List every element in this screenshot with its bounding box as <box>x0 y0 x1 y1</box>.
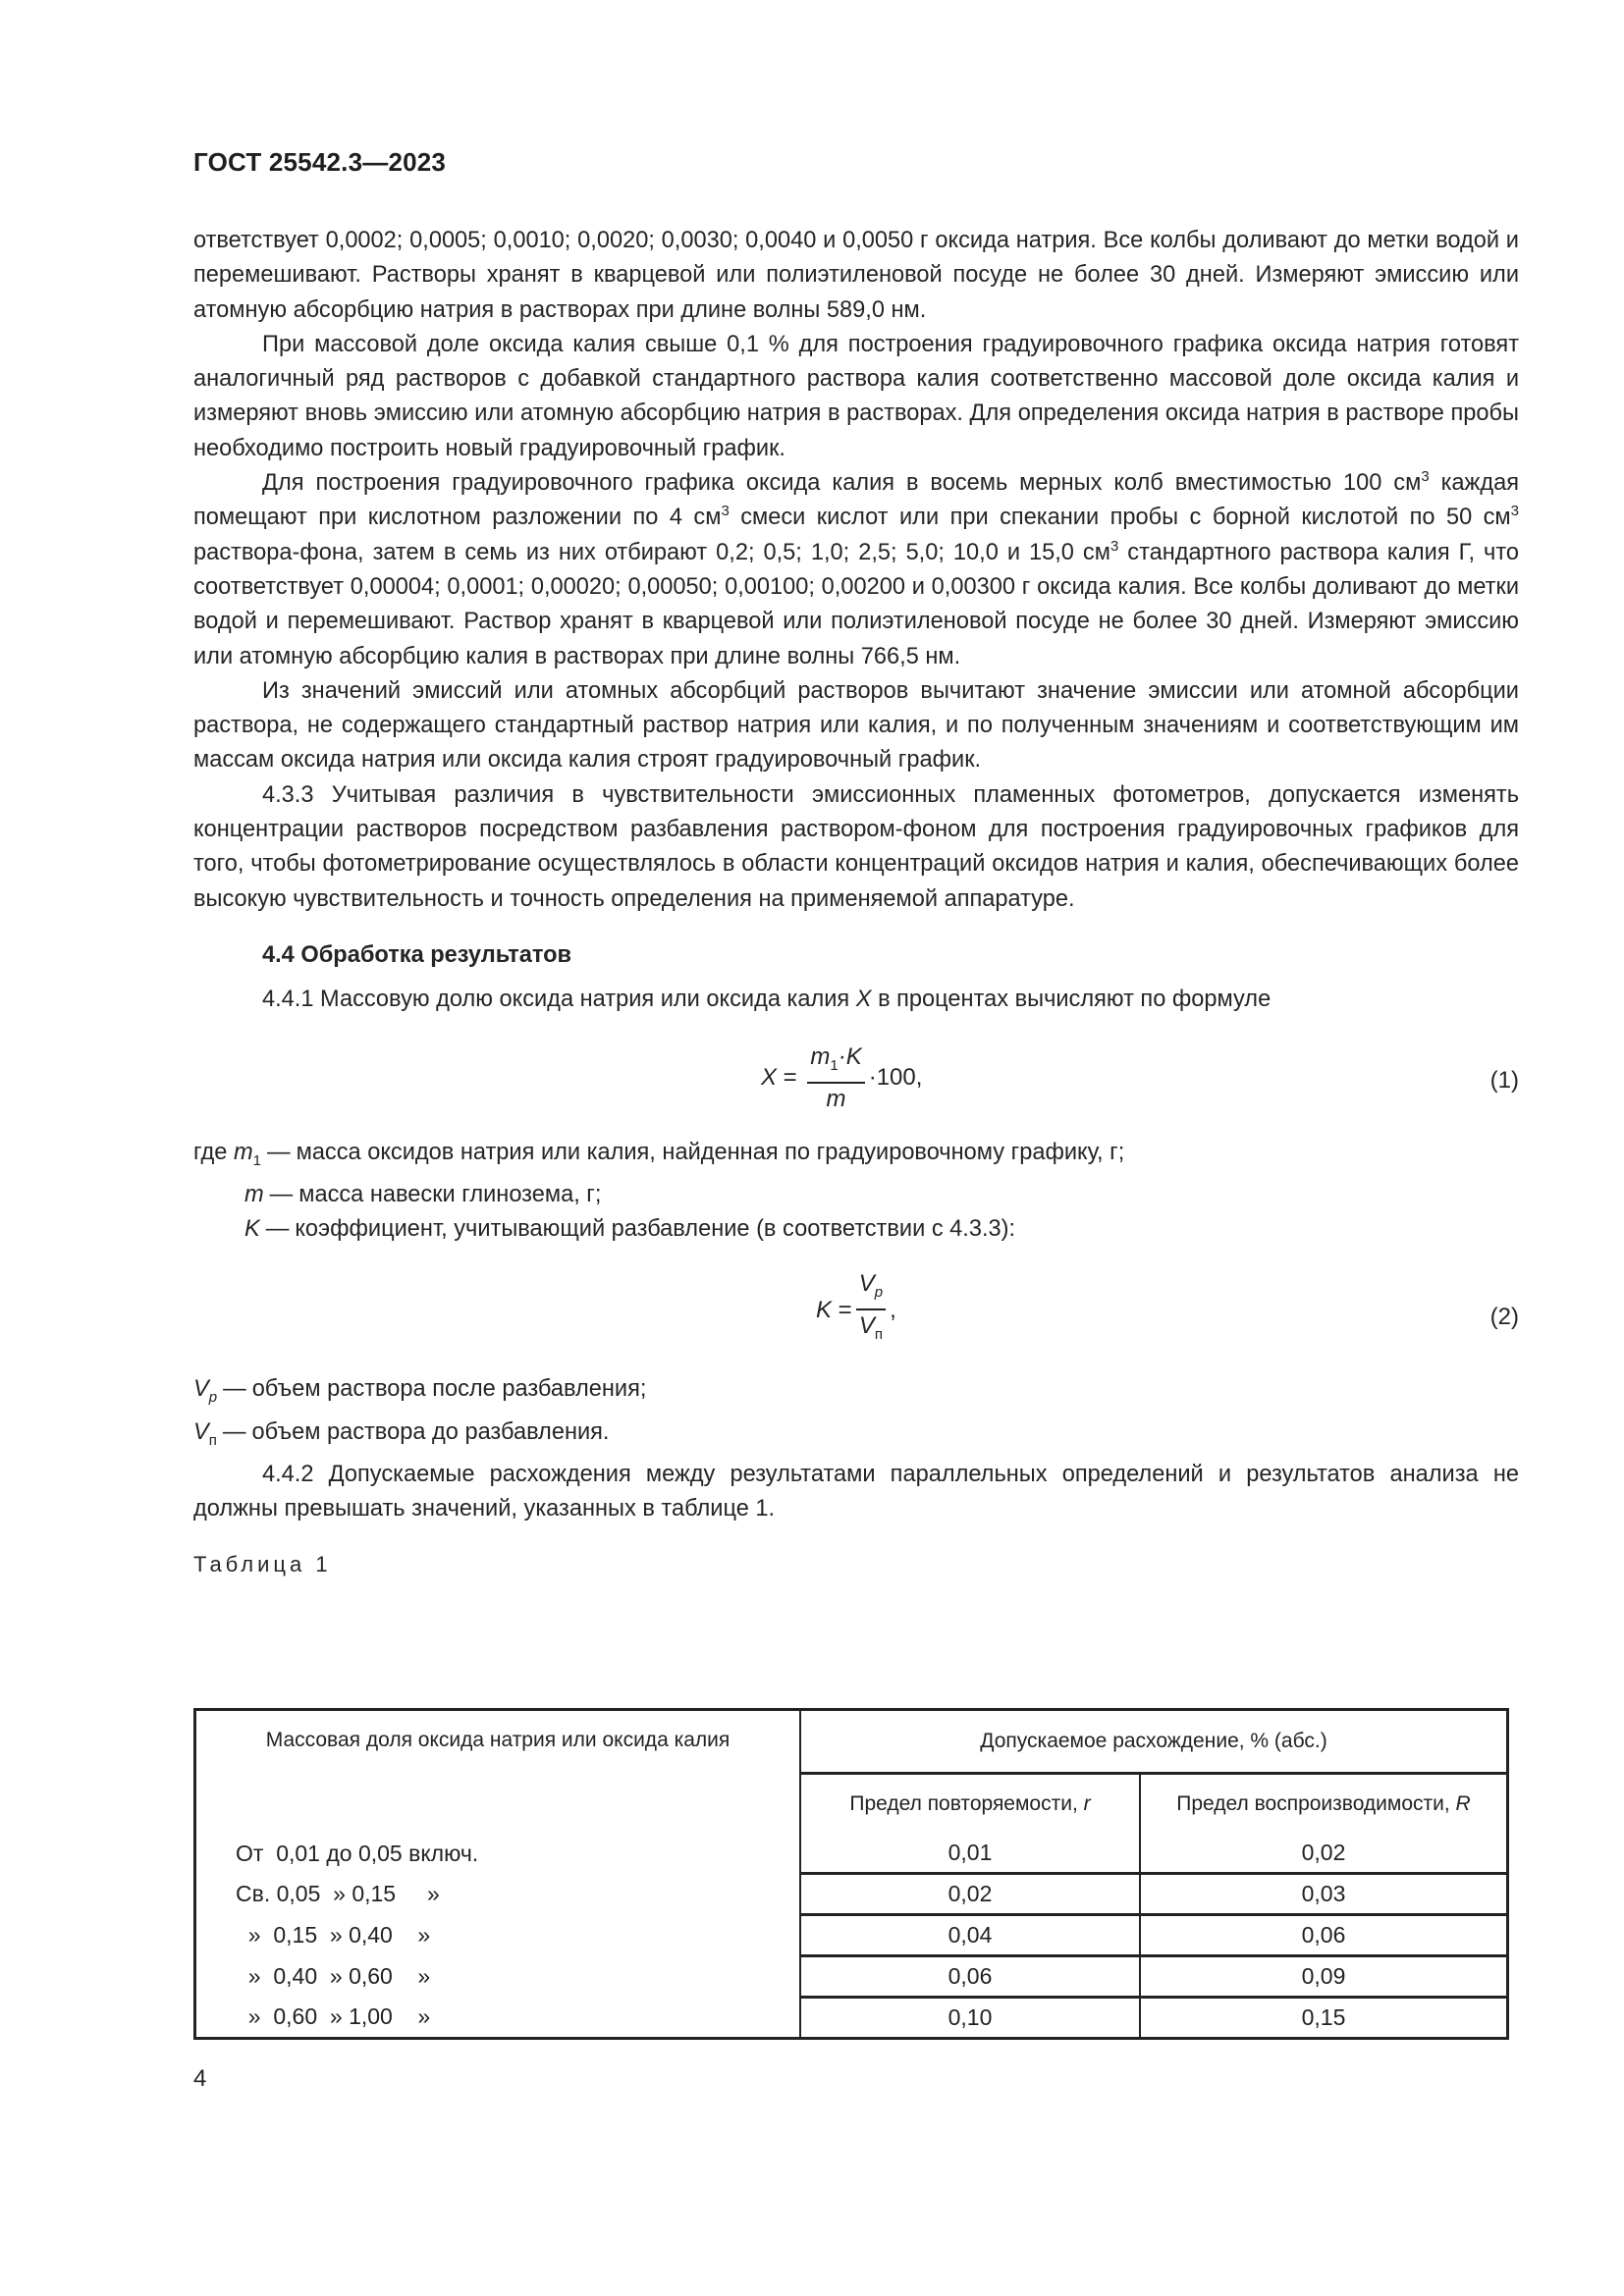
legend-item-m1: где $m_1$ — масса оксидов натрия или калия, найденная по градуировочному графику, г; <box>193 1139 1125 1169</box>
formula-2-fraction: $\frac{V_p}{V_п}$ <box>856 1270 886 1349</box>
tolerance-table <box>193 1708 1509 2040</box>
header-repeatability: Предел повторяемости, r <box>800 1774 1140 1835</box>
paragraph-sodium-series: ответствует 0,0002; 0,0005; 0,0010; 0,0020; 0,0030; 0,0040 и 0,0050 г оксида натрия. Все колбы доливают до метки водой и перемешивают. Растворы хранят в кварцевой или полиэтиленовой посуде не более 30 дней. Измеряют эмиссию или атомную абсорбцию натрия в растворах при длине волны 589,0 нм. <box>193 228 1519 323</box>
document-body <box>193 224 1519 1595</box>
table-row: » 0,40 » 0,60 » 0,06 0,09 <box>195 1956 1508 1998</box>
header-allowed-discrepancy: Допускаемое расхождение, % (абс.) <box>800 1710 1508 1774</box>
legend-item-m: m — масса навески глинозема, г; <box>244 1181 602 1207</box>
page-number: 4 <box>193 2065 207 2092</box>
table-header-row <box>195 1710 1508 1774</box>
legend-item-k: K — коэффициент, учитывающий разбавление (в соответствии с 4.3.3): <box>244 1216 1016 1243</box>
equation-number-2: (2) <box>1489 1304 1519 1331</box>
formula-1 <box>193 1026 1519 1136</box>
formula-1-fraction: $\frac{m_1\cdot K}{m}$ <box>807 1043 864 1113</box>
header-mass-fraction: Массовая доля оксида натрия или оксида калия <box>195 1710 801 1835</box>
formula-1-expression: X = $\frac{m_1\cdot K}{m}$ ·100, <box>761 1042 923 1112</box>
header-reproducibility: Предел воспроизводимости, R <box>1176 1792 1471 1815</box>
legend-item-vn: $V_п$ — объем раствора до разбавления. <box>193 1418 610 1449</box>
table-row: » 0,60 » 1,00 » 0,10 0,15 <box>195 1998 1508 2039</box>
paragraph-4-4-1: 4.4.1 Массовую долю оксида натрия или оксида калия X в процентах вычисляют по формуле <box>262 987 1272 1013</box>
paragraph-potassium-series: Для построения градуировочного графика оксида калия в восемь мерных колб вместимостью 100 $см^3$ каждая помещают при кислотном разложении по 4 $см^3$ смеси кислот или при спекании пробы с борной кислотой по 50 $см^3$ раствора-фона, затем в семь из них отбирают 0,2; 0,5; 1,0; 2,5; 5,0; 10,0 и 15,0 $см^3$ стандартного раствора калия Г, что соответствует 0,00004; 0,0001; 0,00020; 0,00050; 0,00100; 0,00200 и 0,00300 г оксида калия. Все колбы доливают до метки водой и перемешивают. Раствор хранят в кварцевой или полиэтиленовой посуде не более 30 дней. Измеряют эмиссию или атомную абсорбцию калия в растворах при длине волны 766,5 нм. <box>193 468 1520 669</box>
table-row: Св. 0,05 » 0,15 » 0,02 0,03 <box>195 1874 1508 1915</box>
paragraph-4-3-3: 4.3.3 Учитывая различия в чувствительности эмиссионных пламенных фотометров, допускается изменять концентрации растворов посредством разбавления раствором-фоном для построения градуировочных графиков для того, чтобы фотометрирование осуществлялось в области концентраций оксидов натрия и калия, обеспечивающих более высокую чувствительность и точность определения на применяемой аппаратуре. <box>193 781 1519 912</box>
table-row: От 0,01 до 0,05 включ. 0,01 0,02 <box>195 1834 1508 1874</box>
paragraph-potassium-correction: При массовой доле оксида калия свыше 0,1 % для построения градуировочного графика оксида натрия готовят аналогичный ряд растворов с добавкой стандартного раствора калия соответственно массовой доле оксида калия и измеряют вновь эмиссию или атомную абсорбцию натрия в растворах. Для определения оксида натрия в растворе пробы необходимо построить новый градуировочный график. <box>193 331 1519 461</box>
formula-2 <box>193 1256 1519 1372</box>
table-row: » 0,15 » 0,40 » 0,04 0,06 <box>195 1915 1508 1956</box>
paragraph-subtraction: Из значений эмиссий или атомных абсорбций растворов вычитают значение эмиссии или атомной абсорбции раствора, не содержащего стандартный раствор натрия или калия, и по полученным значениям и соответствующим им массам оксида натрия или оксида калия строят градуировочный график. <box>193 677 1519 774</box>
equation-number-1: (1) <box>1489 1066 1519 1094</box>
section-title-4-4: 4.4 Обработка результатов <box>262 941 571 968</box>
document-header: ГОСТ 25542.3—2023 <box>193 147 447 177</box>
formula-2-legend <box>193 1372 1519 1458</box>
formula-1-legend <box>193 1136 1519 1248</box>
paragraph-4-4-2: 4.4.2 Допускаемые расхождения между результатами параллельных определений и результатов анализа не должны превышать значений, указанных в таблице 1. <box>193 1462 1519 1522</box>
legend-item-vp: $V_p$ — объем раствора после разбавления; <box>193 1376 647 1407</box>
formula-2-expression: K = $\frac{V_p}{V_п}$ , <box>816 1270 896 1349</box>
table-caption: Таблица 1 <box>193 1551 332 1576</box>
